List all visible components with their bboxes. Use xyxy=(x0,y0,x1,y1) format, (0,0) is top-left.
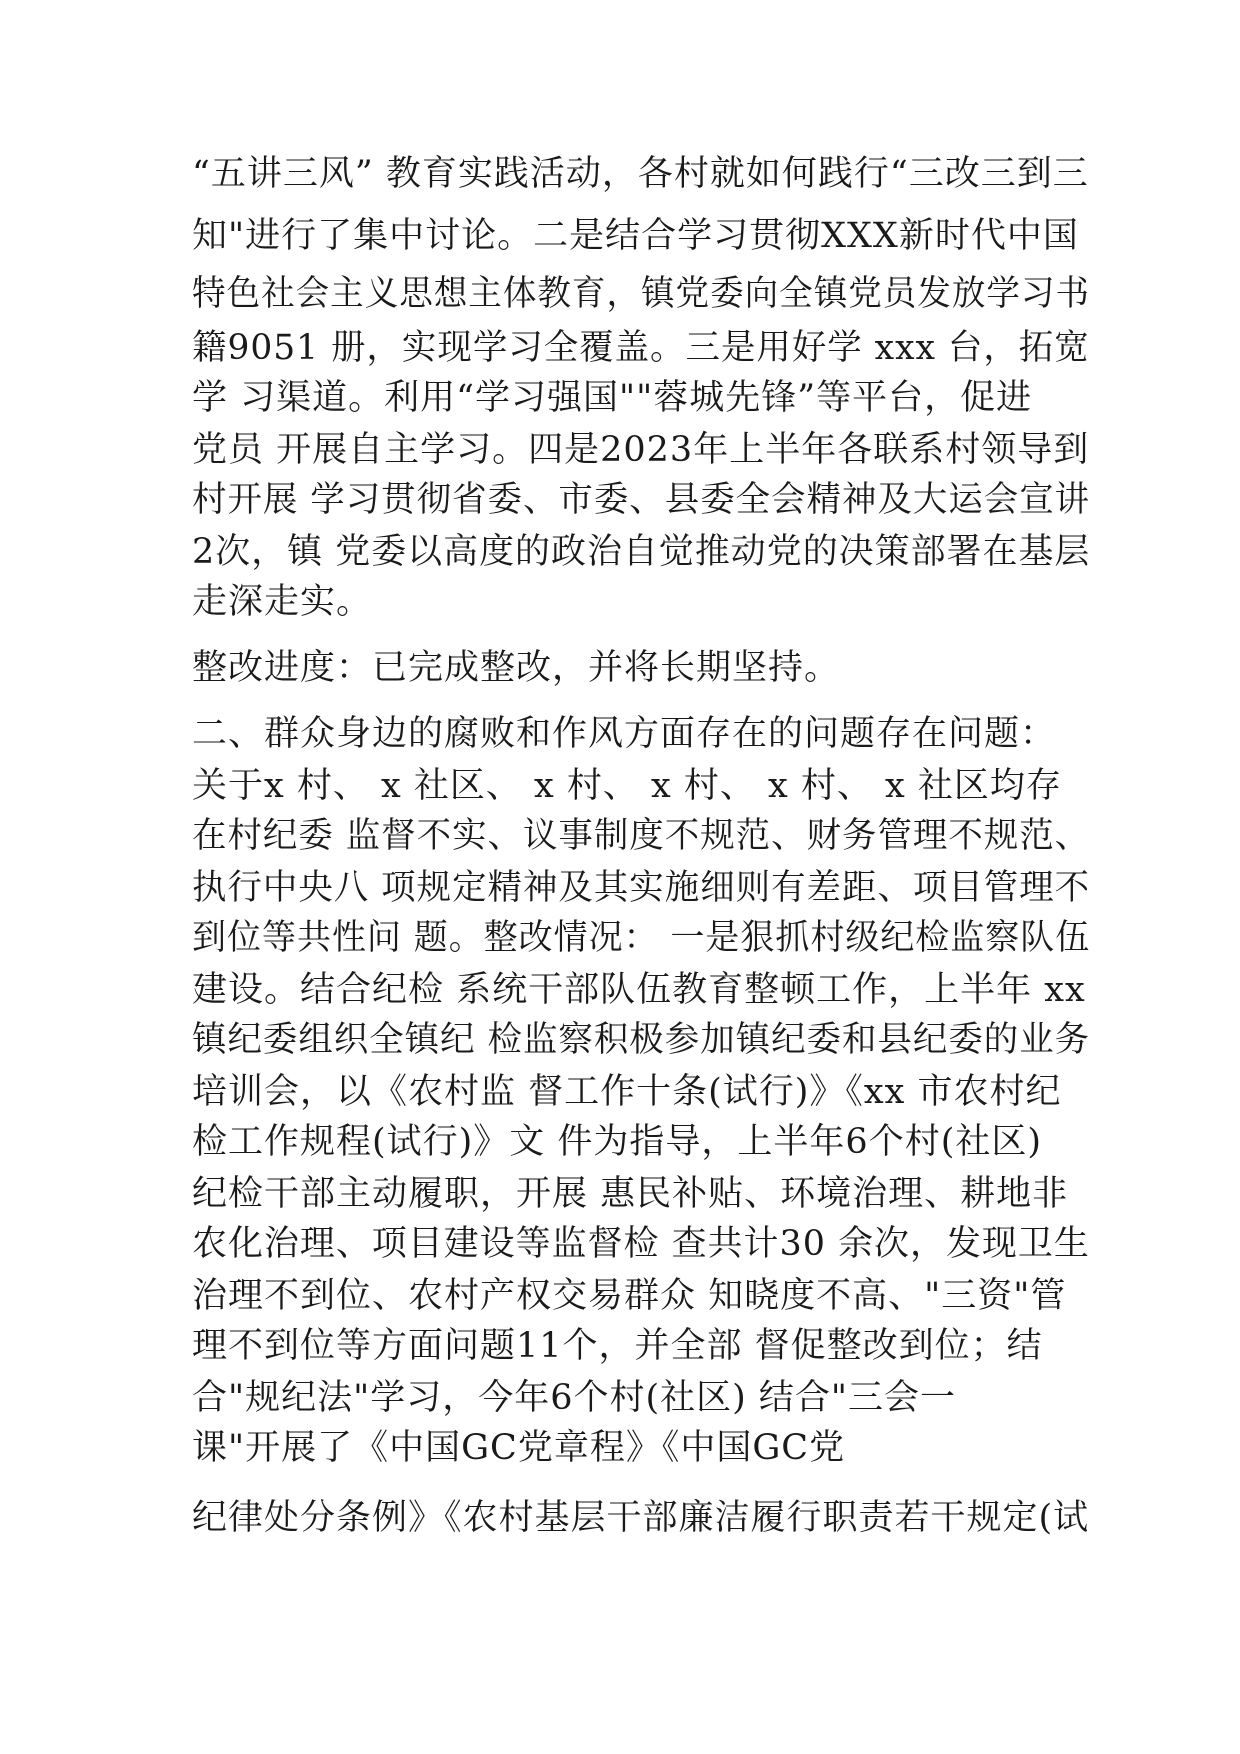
text-line: 纪律处分条例》《农村基层干部廉洁履行职责若干规定(试 xyxy=(192,1498,1090,1538)
text-line: 村开展 学习贯彻省委、市委、县委全会精神及大运会宣讲 xyxy=(192,480,1091,520)
text-line: 党员 开展自主学习。四是2023年上半年各联系村领导到 xyxy=(192,430,1090,470)
text-line: 治理不到位、农村产权交易群众 知晓度不高、"三资"管 xyxy=(192,1276,1067,1316)
text-line: 农化治理、项目建设等监督检 查共计30 余次，发现卫生 xyxy=(192,1224,1090,1264)
text-line: 镇纪委组织全镇纪 检监察积极参加镇纪委和县纪委的业务 xyxy=(192,1020,1091,1060)
text-line: 走深走实。 xyxy=(192,582,373,622)
text-line: 培训会，以《农村监 督工作十条(试行)》《xx 市农村纪 xyxy=(192,1072,1062,1112)
text-line: 学 习渠道。利用“学习强国""蓉城先锋”等平台，促进 xyxy=(192,378,1033,418)
text-line: 建设。结合纪检 系统干部队伍教育整顿工作，上半年 xx xyxy=(192,970,1086,1010)
text-line: 籍9051 册，实现学习全覆盖。三是用好学 xxx 台，拓宽 xyxy=(192,328,1090,368)
text-line: 执行中央八 项规定精神及其实施细则有差距、项目管理不 xyxy=(192,868,1091,908)
text-line: 课"开展了《中国GC党章程》《中国GC党 xyxy=(192,1428,846,1468)
text-line: 到位等共性问 题。整改情况： 一是狠抓村级纪检监察队伍 xyxy=(192,918,1091,958)
text-line: “五讲三风” 教育实践活动，各村就如何践行“三改三到三 xyxy=(192,154,1089,194)
text-line: 在村纪委 监督不实、议事制度不规范、财务管理不规范、 xyxy=(192,816,1091,856)
text-line: 检工作规程(试行)》文 件为指导，上半年6个村(社区) xyxy=(192,1122,1043,1162)
text-line: 整改进度：已完成整改，并将长期坚持。 xyxy=(192,648,841,688)
text-line: 合"规纪法"学习，今年6个村(社区) 结合"三会一 xyxy=(192,1378,957,1418)
text-line: 知"进行了集中讨论。二是结合学习贯彻XXX新时代中国 xyxy=(192,216,1079,256)
text-line: 2次，镇 党委以高度的政治自觉推动党的决策部署在基层 xyxy=(192,532,1091,572)
text-line: 关于x 村、 x 社区、 x 村、 x 村、 x 村、 x 社区均存 xyxy=(192,766,1062,806)
text-line: 二、群众身边的腐败和作风方面存在的问题存在问题： xyxy=(192,714,1057,754)
text-line: 特色社会主义思想主体教育，镇党委向全镇党员发放学习书 xyxy=(192,274,1091,314)
text-line: 理不到位等方面问题11个，并全部 督促整改到位；结 xyxy=(192,1326,1043,1366)
text-line: 纪检干部主动履职，开展 惠民补贴、环境治理、耕地非 xyxy=(192,1174,1069,1214)
